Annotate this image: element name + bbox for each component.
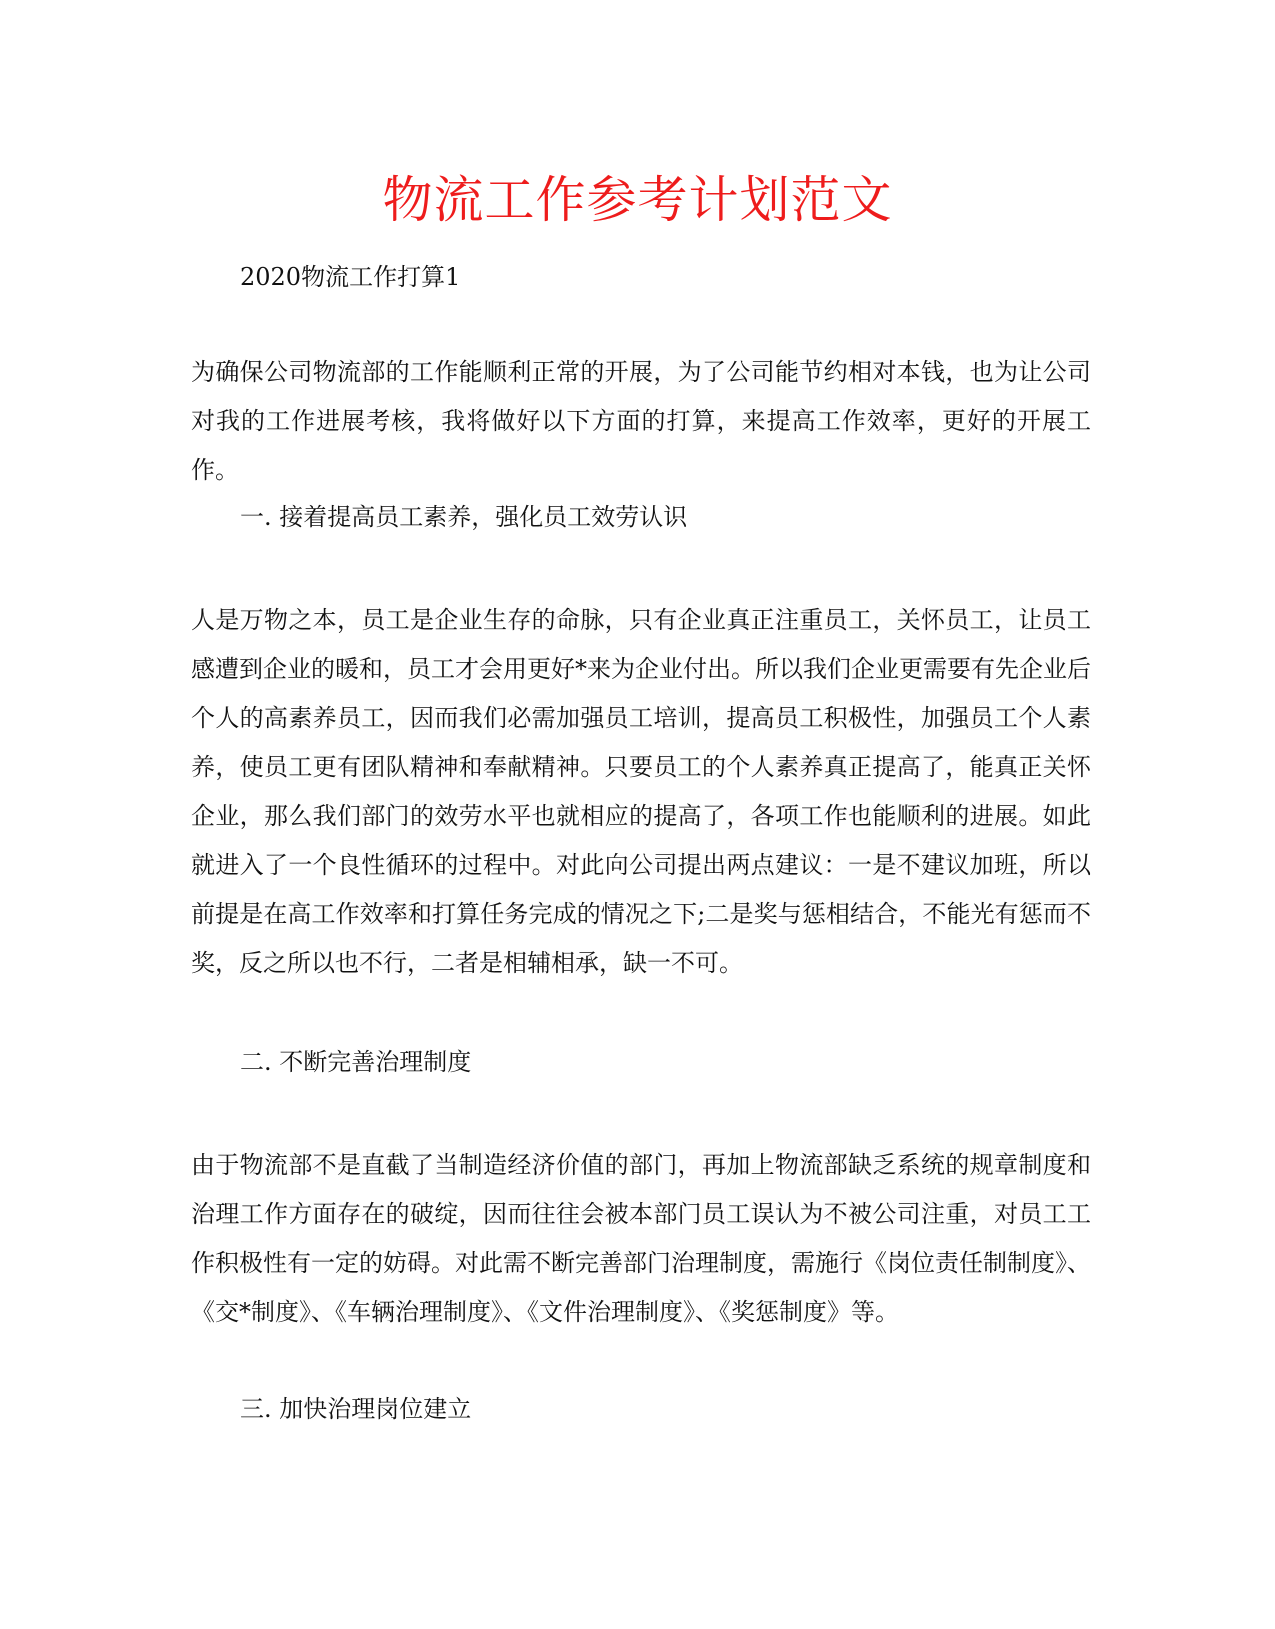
section-1-paragraph: 人是万物之本，员工是企业生存的命脉，只有企业真正注重员工，关怀员工，让员工感遭到企业的暖和，员工才会用更好*来为企业付出。所以我们企业更需要有先企业后个人的高素养员工，因而我们必需加强员工培训，提高员工积极性，加强员工个人素养，使员工更有团队精神和奉献精神。只要员工的个人素养真正提高了，能真正关怀企业，那么我们部门的效劳水平也就相应的提高了，各项工作也能顺利的进展。如此就进入了一个良性循环的过程中。对此向公司提出两点建议：一是不建议加班，所以前提是在高工作效率和打算任务完成的情况之下;二是奖与惩相结合，不能光有惩而不奖，反之所以也不行，二者是相辅相承，缺一不可。 — [191, 606, 1091, 977]
document-subtitle: 2020物流工作打算1 — [240, 263, 461, 291]
section-heading-1: 一. 接着提高员工素养，强化员工效劳认识 — [240, 503, 688, 531]
section-heading-3: 三. 加快治理岗位建立 — [240, 1395, 472, 1423]
section-2-paragraph: 由于物流部不是直截了当制造经济价值的部门，再加上物流部缺乏系统的规章制度和治理工作方面存在的破绽，因而往往会被本部门员工误认为不被公司注重，对员工工作积极性有一定的妨碍。对此需不断完善部门治理制度，需施行《岗位责任制制度》、《交*制度》、《车辆治理制度》、《文件治理制度》、《奖惩制度》等。 — [191, 1151, 1091, 1326]
document-title: 物流工作参考计划范文 — [382, 171, 893, 229]
intro-paragraph: 为确保公司物流部的工作能顺利正常的开展，为了公司能节约相对本钱，也为让公司对我的工作进展考核，我将做好以下方面的打算，来提高工作效率，更好的开展工作。 — [191, 358, 1091, 484]
section-heading-2: 二. 不断完善治理制度 — [240, 1048, 472, 1076]
